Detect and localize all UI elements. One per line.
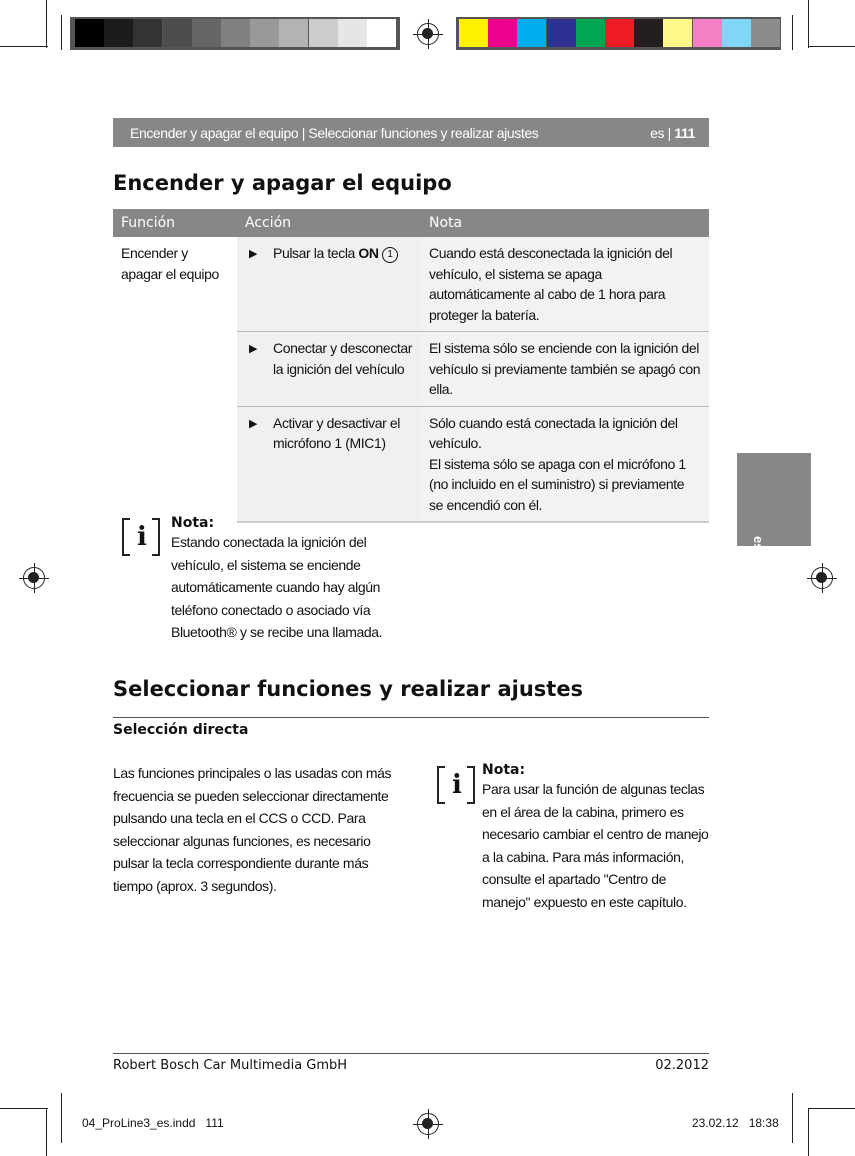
note-cell: Sólo cuando está conectada la ignición del vehículo. El sistema sólo se apaga con el micrófono 1 (no incluido en el suministro) si previamente se encendió con él. — [421, 406, 709, 522]
gray-swatch — [192, 19, 221, 47]
color-swatch — [722, 19, 751, 47]
crop-mark — [61, 1093, 62, 1143]
gray-swatch — [133, 19, 162, 47]
arrow-icon: ▶ — [249, 248, 258, 260]
crop-mark — [808, 1108, 809, 1156]
column-header: Acción — [237, 209, 421, 237]
gray-swatch — [279, 19, 308, 47]
arrow-icon: ▶ — [249, 417, 258, 430]
crop-mark — [792, 15, 793, 50]
registration-mark-icon — [417, 23, 439, 45]
color-swatch — [547, 19, 576, 47]
color-swatch — [751, 19, 780, 47]
column-header: Función — [113, 209, 237, 237]
action-cell: ▶ Conectar y desconectar la ignición del vehículo — [237, 332, 421, 407]
gray-swatch — [250, 19, 279, 47]
slug-timestamp: 23.02.12 18:38 — [692, 1116, 779, 1130]
section-rule — [113, 717, 709, 718]
crop-mark — [792, 1093, 793, 1143]
footer-company: Robert Bosch Car Multimedia GmbH — [113, 1058, 348, 1073]
registration-mark-icon — [811, 567, 833, 589]
registration-mark-icon — [23, 567, 45, 589]
info-icon: i — [122, 518, 160, 556]
crop-mark — [808, 0, 809, 48]
crop-mark — [46, 0, 47, 48]
subsection-title: Selección directa — [113, 722, 249, 738]
color-swatch — [576, 19, 605, 47]
function-cell: Encender y apagar el equipo — [113, 237, 237, 522]
gray-swatch — [367, 19, 396, 47]
gray-swatch — [309, 19, 338, 47]
gray-swatch — [75, 19, 104, 47]
color-swatch — [663, 19, 692, 47]
column-header: Nota — [421, 209, 709, 237]
note-cell: El sistema sólo se enciende con la ignición del vehículo si previamente también se apagó con ella. — [421, 332, 709, 407]
note-cell: Cuando está desconectada la ignición del vehículo, el sistema se apaga automáticamente al cabo de 1 hora para proteger la batería. — [421, 237, 709, 332]
arrow-icon: ▶ — [249, 343, 258, 355]
footer-date: 02.2012 — [655, 1058, 709, 1073]
action-cell: ▶ Activar y desactivar el micrófono 1 (MIC1) — [237, 406, 421, 522]
gray-swatch — [104, 19, 133, 47]
header-breadcrumb: Encender y apagar el equipo | Seleccionar funciones y realizar ajustes — [130, 124, 539, 141]
info-icon: i — [437, 766, 475, 804]
gray-swatch — [338, 19, 367, 47]
gray-swatch — [163, 19, 192, 47]
header-page: es | 111 — [650, 124, 695, 141]
registration-mark-icon — [417, 1113, 439, 1135]
body-text: Las funciones principales o las usadas con más frecuencia se pueden seleccionar directamente pulsando una tecla en el CCS o CCD. Para seleccionar algunas funciones, es necesario pulsar la tecla correspondiente durante más tiempo (aprox. 3 segundos). — [113, 765, 392, 894]
color-swatch — [517, 19, 546, 47]
running-header — [113, 118, 709, 147]
section-title: Seleccionar funciones y realizar ajustes — [113, 677, 584, 701]
gray-swatch — [221, 19, 250, 47]
action-cell: ▶ Pulsar la tecla ON 1 — [237, 237, 421, 332]
note-box: Nota: Estando conectada la ignición del vehículo, el sistema se enciende automáticamente cuando hay algún teléfono conectado o asociado vía Bluetooth® y se recibe una llamada. — [171, 515, 383, 641]
color-swatch — [488, 19, 517, 47]
color-swatch — [693, 19, 722, 47]
crop-mark — [808, 1108, 855, 1109]
key-number-badge: 1 — [382, 247, 398, 263]
section-title: Encender y apagar el equipo — [113, 171, 452, 195]
crop-mark — [61, 15, 62, 50]
crop-mark — [0, 46, 48, 47]
slug-file: 04_ProLine3_es.indd 111 — [82, 1116, 224, 1130]
crop-mark — [0, 1108, 48, 1109]
color-swatch — [459, 19, 488, 47]
page-number: 111 — [674, 124, 695, 141]
table-row — [113, 237, 709, 332]
crop-mark — [46, 1108, 47, 1156]
crop-mark — [808, 46, 855, 47]
function-table — [113, 209, 709, 523]
note-box: Nota: Para usar la función de algunas teclas en el área de la cabina, primero es necesario cambiar el centro de manejo a la cabina. Para más información, consulte el apartado "Centro de manejo" expuesto en este capítulo. — [482, 762, 709, 910]
language-tab: es — [737, 453, 811, 546]
footer-rule — [113, 1053, 709, 1054]
color-swatch — [634, 19, 663, 47]
color-swatch — [605, 19, 634, 47]
